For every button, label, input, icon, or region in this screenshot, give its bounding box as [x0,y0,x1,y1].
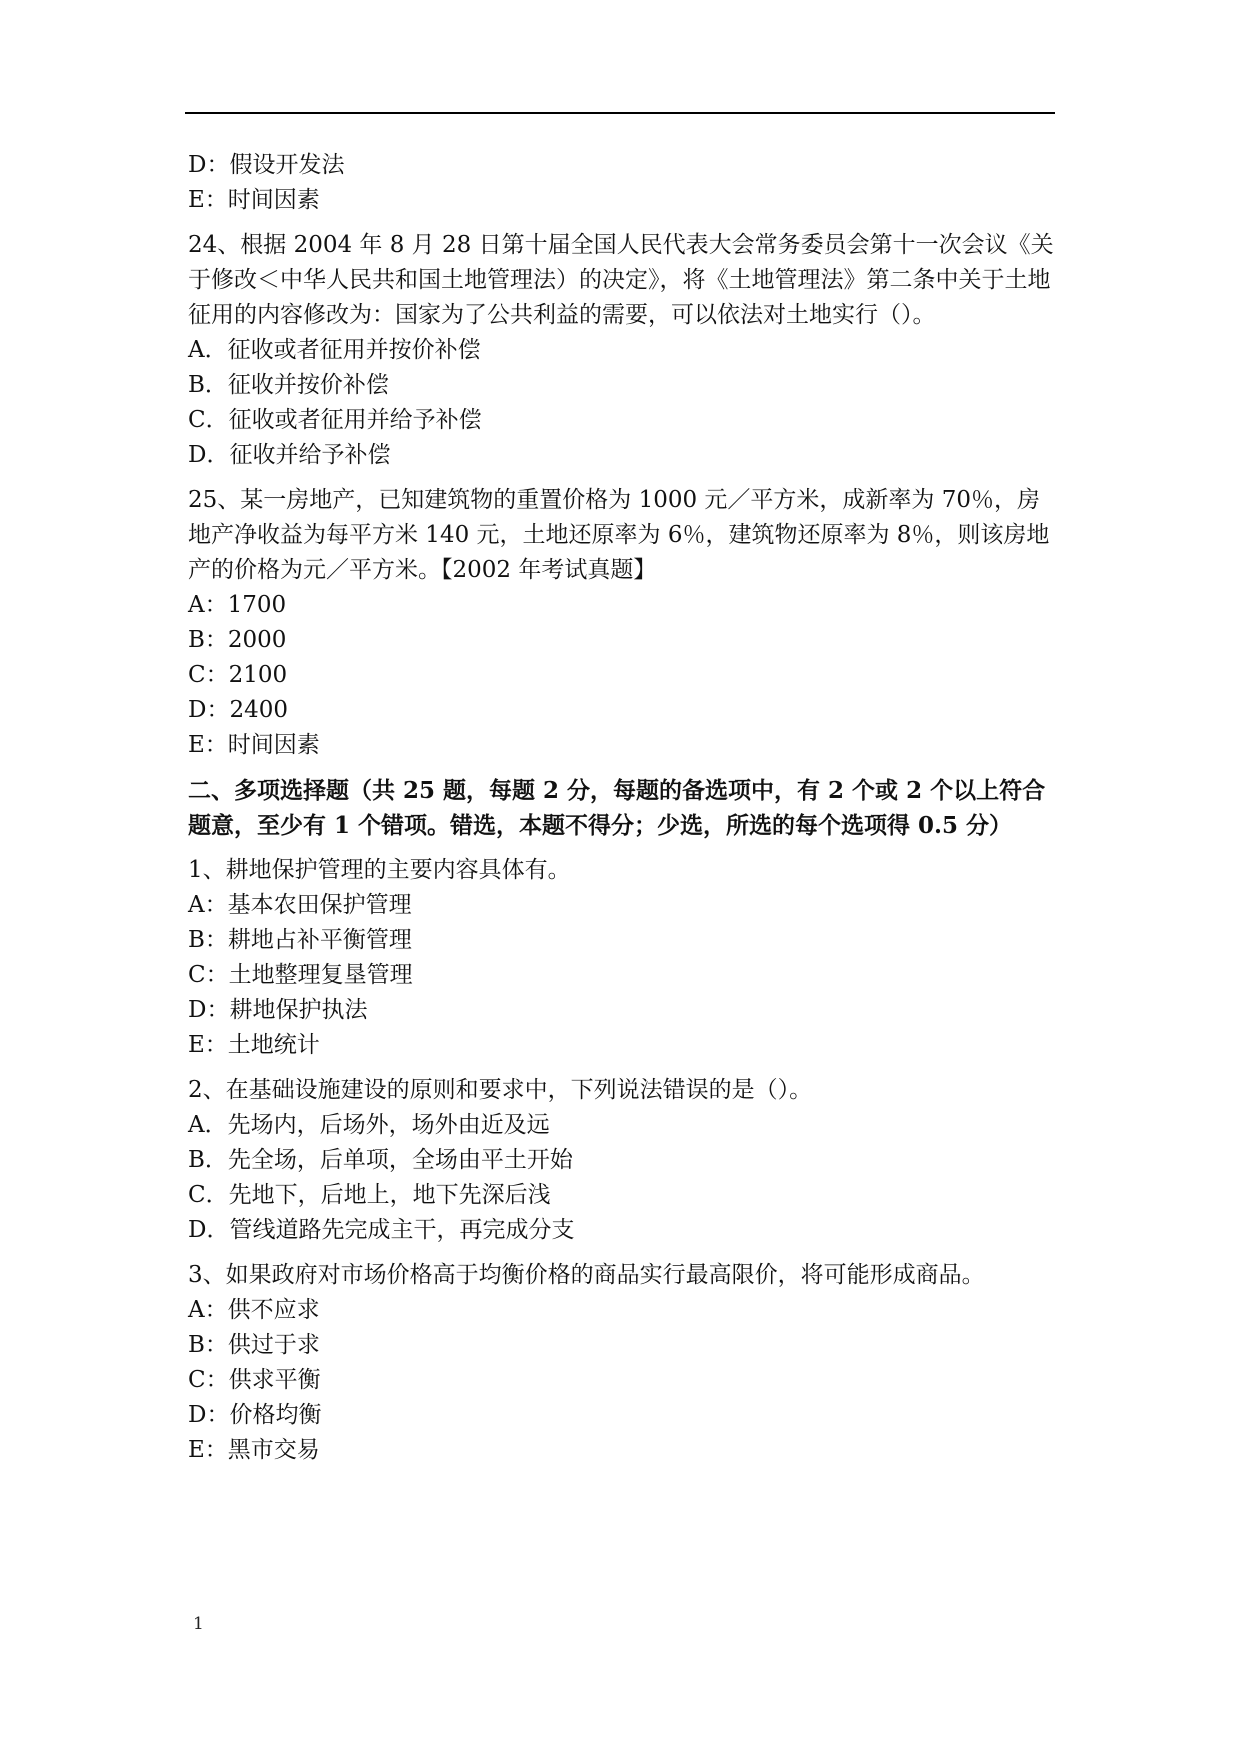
option-line: E：时间因素 [188,187,320,213]
option-line: C：供求平衡 [188,1367,321,1393]
page-number: 1 [193,1614,204,1634]
page-content [188,148,1058,1468]
option-line: B．先全场，后单项，全场由平土开始 [188,1147,573,1173]
option-line: B．征收并按价补偿 [188,372,389,398]
option-line: D．管线道路先完成主干，再完成分支 [188,1217,575,1243]
multi-question-1-stem: 1、耕地保护管理的主要内容具体有。 [188,857,571,883]
option-line: B：2000 [188,627,287,653]
section-title-multiple-choice: 二、多项选择题（共 25 题，每题 2 分，每题的备选项中，有 2 个或 2 个以上符合题意，至少有 1 个错项。错选，本题不得分；少选，所选的每个选项得 0.5 分） [188,777,1046,839]
option-line: A：基本农田保护管理 [188,892,412,918]
option-line: E：时间因素 [188,732,320,758]
option-line: D：价格均衡 [188,1402,322,1428]
option-line: C：2100 [188,662,288,688]
option-line: C．先地下，后地上，地下先深后浅 [188,1182,551,1208]
option-line: D：假设开发法 [188,152,345,178]
option-line: A：供不应求 [188,1297,320,1323]
option-line: A．先场内，后场外，场外由近及远 [188,1112,550,1138]
option-line: C：土地整理复垦管理 [188,962,413,988]
option-line: C．征收或者征用并给予补偿 [188,407,482,433]
option-line: D：耕地保护执法 [188,997,368,1023]
multi-question-3-stem: 3、如果政府对市场价格高于均衡价格的商品实行最高限价，将可能形成商品。 [188,1262,985,1288]
option-line: A：1700 [188,592,287,618]
option-line: E：土地统计 [188,1032,320,1058]
option-line: A．征收或者征用并按价补偿 [188,337,481,363]
option-line: D：2400 [188,697,288,723]
option-line: B：耕地占补平衡管理 [188,927,412,953]
question-24-stem: 24、根据 2004 年 8 月 28 日第十届全国人民代表大会常务委员会第十一次会议《关于修改＜中华人民共和国土地管理法）的决定》，将《土地管理法》第二条中关于土地征用的内容修改为：国家为了公共利益的需要，可以依法对土地实行（）。 [188,232,1054,328]
option-line: E：黑市交易 [188,1437,320,1463]
header-rule [185,112,1055,114]
question-25-stem: 25、某一房地产，已知建筑物的重置价格为 1000 元／平方米，成新率为 70％，房地产净收益为每平方米 140 元，土地还原率为 6％，建筑物还原率为 8％，则该房地产的价格为元／平方米。【2002 年考试真题】 [188,487,1050,583]
option-line: D．征收并给予补偿 [188,442,391,468]
multi-question-2-stem: 2、在基础设施建设的原则和要求中，下列说法错误的是（）。 [188,1077,813,1103]
option-line: B：供过于求 [188,1332,320,1358]
